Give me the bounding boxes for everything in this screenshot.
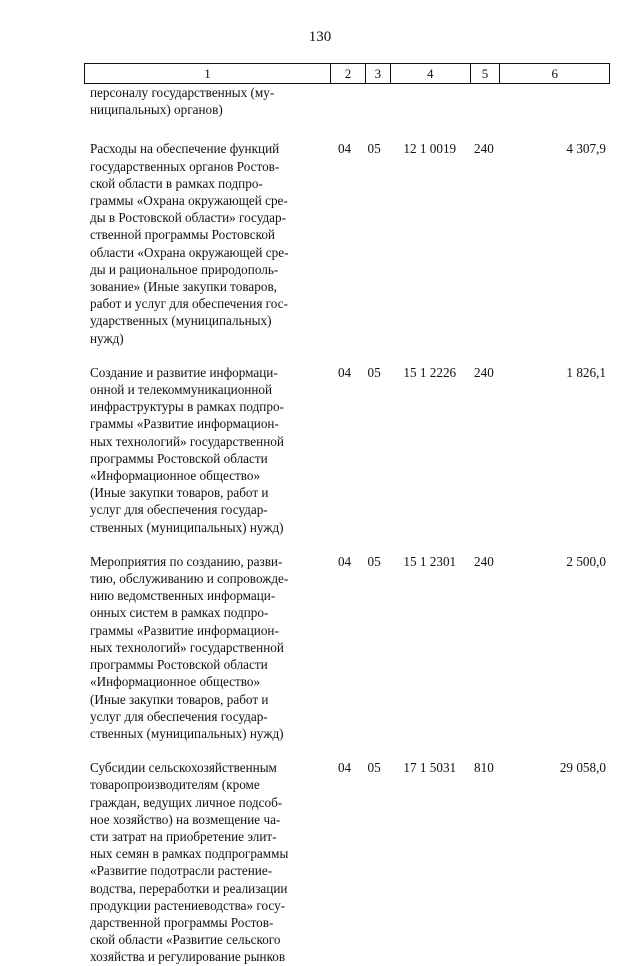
table-row	[84, 84, 610, 140]
row-amount	[499, 84, 610, 140]
row-subsection	[362, 84, 387, 140]
row-subsection: 05	[367, 141, 381, 157]
row-section: 04	[337, 553, 352, 569]
row-amount: 4 307,9	[566, 141, 606, 157]
row-section: 04	[337, 364, 352, 380]
row-amount: 1 826,1	[566, 364, 606, 380]
row-target-article: 17 1 5031	[403, 760, 457, 776]
row-amount: 29 058,0	[559, 760, 606, 776]
row-expense-type: 240	[474, 364, 494, 380]
row-description: Расходы на обеспечение функций государственных органов Ростов- ской области в рамках подпро- граммы «Охрана окружающей сре- ды в Ростовской области» государ- ственной программы Ростовской области «Охрана окружающей сре- ды и рациональное природополь- зование» (Иные закупки товаров, работ и услуг для обеспечения гос- ударственных (муниципальных) нужд)	[90, 141, 289, 346]
table-row	[84, 140, 610, 346]
table-row	[84, 553, 610, 742]
column-header-2: 2	[331, 64, 366, 83]
row-target-article: 15 1 2301	[403, 553, 457, 569]
row-description: персоналу государственных (му- ниципальных) органов)	[90, 85, 275, 118]
row-description: Мероприятия по созданию, разви- тию, обслуживанию и сопровожде- нию ведомственных информаци- онных систем в рамках подпро- граммы «Развитие информацион- ных технологий» государственной программы Ростовской области «Информационное общество» (Иные закупки товаров, работ и услуг для обеспечения государ- ственных (муниципальных) нужд)	[90, 553, 289, 741]
row-description: Субсидии сельскохозяйственным товаропроизводителям (кроме граждан, ведущих личное подсоб- ное хозяйство) на возмещение ча- сти затрат на приобретение элит- ных семян в рамках подпрограммы «Развитие подотрасли растение- водства, переработки и реализации продукции растениеводства» госу- дарственной программы Ростов- ской области «Развитие сельского хозяйства и регулирование рынков	[90, 760, 289, 965]
column-header-3: 3	[366, 64, 391, 83]
budget-table-body	[84, 84, 610, 966]
row-expense-type: 240	[474, 553, 494, 569]
row-expense-type: 810	[474, 760, 494, 776]
row-expense-type: 240	[474, 141, 494, 157]
row-target-article: 15 1 2226	[403, 364, 457, 380]
row-target-article: 12 1 0019	[403, 141, 457, 157]
column-header-4: 4	[391, 64, 471, 83]
table-row	[84, 759, 610, 965]
row-subsection: 05	[367, 553, 381, 569]
row-expense-type	[469, 84, 499, 140]
row-amount: 2 500,0	[566, 553, 606, 569]
column-header-5: 5	[471, 64, 501, 83]
page-number: 130	[308, 29, 332, 45]
row-section: 04	[337, 141, 352, 157]
row-subsection: 05	[367, 364, 381, 380]
table-row	[84, 364, 610, 536]
table-header	[84, 63, 610, 84]
row-subsection: 05	[367, 760, 381, 776]
row-target-article	[386, 84, 469, 140]
row-section	[327, 84, 361, 140]
column-header-1: 1	[85, 64, 331, 83]
row-description: Создание и развитие информаци- онной и телекоммуникационной инфраструктуры в рамках подпро- граммы «Развитие информацион- ных технологий» государственной программы Ростовской области «Информационное общество» (Иные закупки товаров, работ и услуг для обеспечения государ- ственных (муниципальных) нужд)	[90, 364, 284, 535]
row-section: 04	[337, 760, 352, 776]
column-header-6: 6	[551, 66, 558, 81]
